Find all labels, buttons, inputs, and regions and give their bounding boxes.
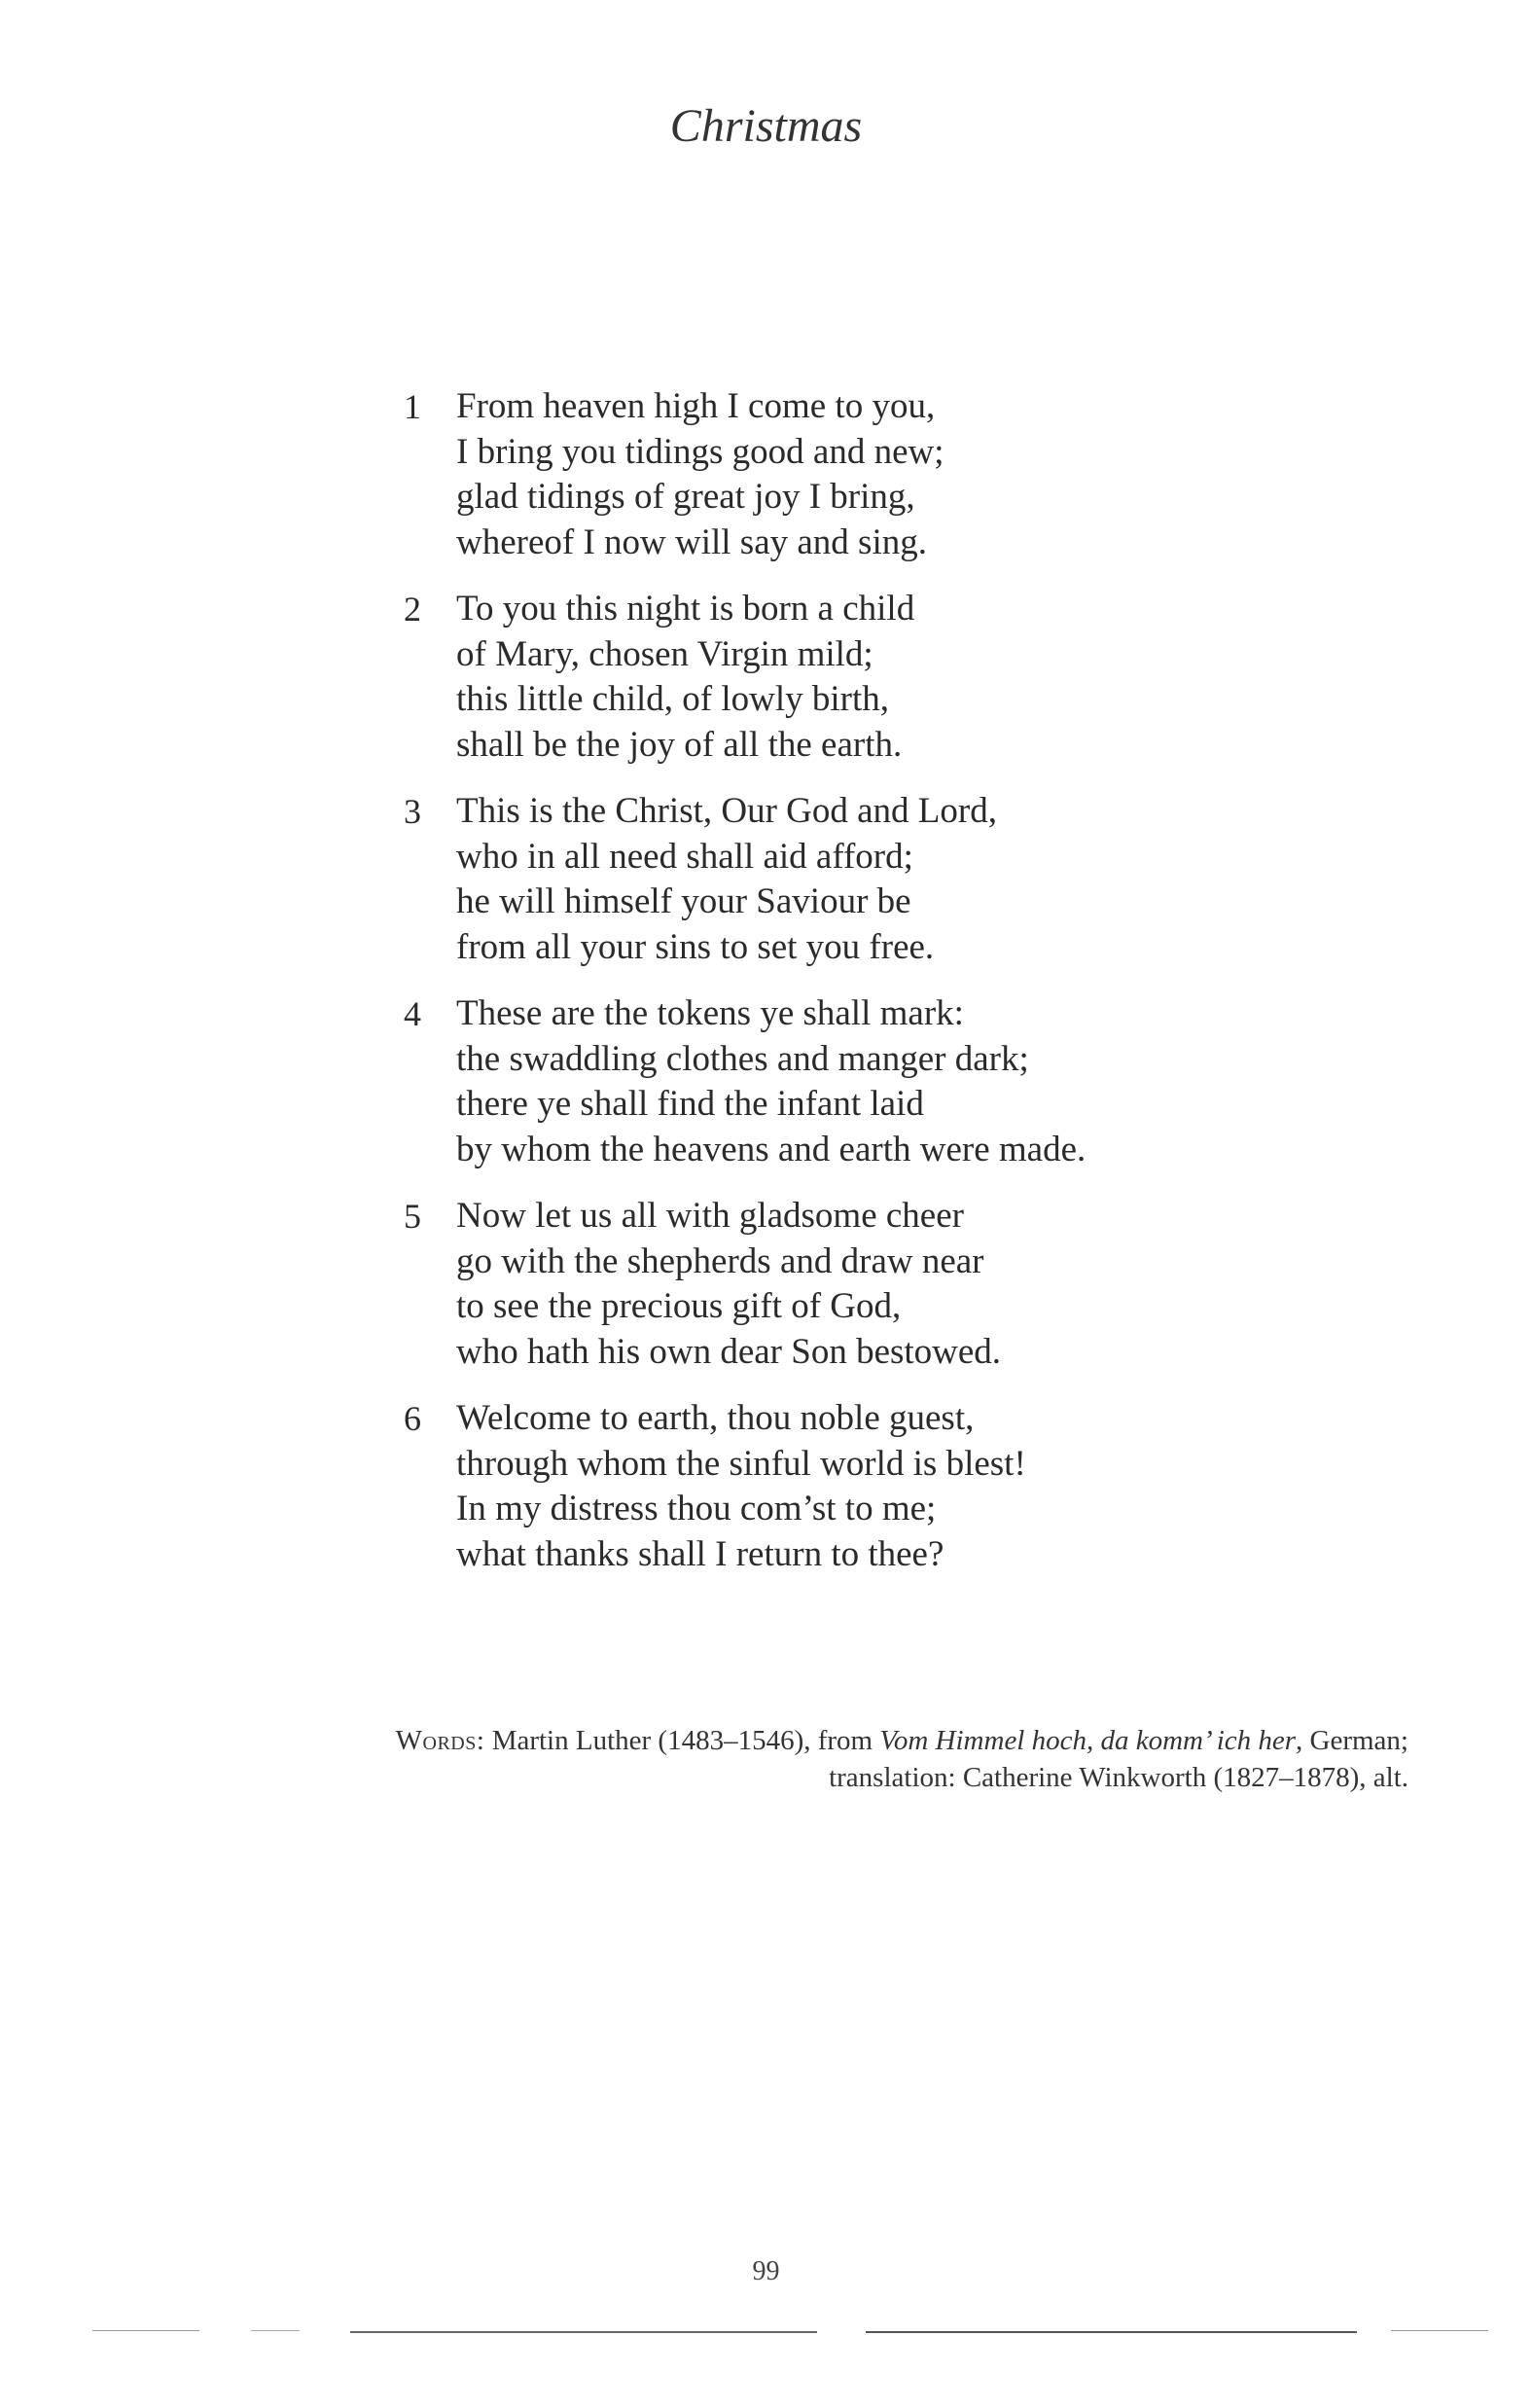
- verse-line: this little child, of lowly birth,: [456, 679, 889, 719]
- verse-line: by whom the heavens and earth were made.: [456, 1129, 1087, 1169]
- verse-line: there ye shall find the infant laid: [456, 1084, 924, 1124]
- verse-1: [404, 384, 1279, 565]
- verse-number: 4: [404, 994, 421, 1033]
- verse-line: he will himself your Saviour be: [456, 881, 911, 921]
- verse-line: whereof I now will say and sing.: [456, 521, 927, 562]
- verse-line: the swaddling clothes and manger dark;: [456, 1038, 1029, 1079]
- verse-line: through whom the sinful world is blest!: [456, 1443, 1026, 1484]
- credits-author: Martin Luther (1483–1546), from: [491, 1725, 873, 1756]
- verse-5: [404, 1194, 1279, 1375]
- verse-2: [404, 587, 1279, 768]
- verse-line: who hath his own dear Son bestowed.: [456, 1331, 1002, 1372]
- verse-line: of Mary, chosen Virgin mild;: [456, 633, 873, 674]
- verse-line: From heaven high I come to you,: [456, 386, 936, 426]
- verse-line: Now let us all with gladsome cheer: [456, 1196, 964, 1236]
- credits-translation: translation: Catherine Winkworth (1827–1878), alt.: [829, 1762, 1408, 1793]
- page-title: Christmas: [669, 100, 863, 152]
- footer-rule: [350, 2331, 817, 2333]
- verse-4: [404, 991, 1279, 1172]
- verse-line: Welcome to earth, thou noble guest,: [456, 1398, 975, 1438]
- verse-line: to see the precious gift of God,: [456, 1286, 902, 1326]
- verse-line: who in all need shall aid afford;: [456, 836, 913, 877]
- verse-line: These are the tokens ye shall mark:: [456, 993, 964, 1033]
- verse-line: from all your sins to set you free.: [456, 926, 935, 967]
- footer-rule: [1391, 2330, 1488, 2331]
- verse-line: shall be the joy of all the earth.: [456, 724, 903, 765]
- verse-number: 3: [404, 792, 421, 831]
- credits-words-line: [144, 1722, 1408, 1759]
- verse-6: [404, 1396, 1279, 1577]
- footer-rule: [251, 2330, 300, 2331]
- verse-line: This is the Christ, Our God and Lord,: [456, 791, 997, 831]
- verse-number: 1: [404, 387, 421, 426]
- footer-rule: [866, 2331, 1357, 2333]
- hymn-verses: [404, 384, 1279, 1599]
- page-number: 99: [752, 2256, 780, 2286]
- verse-line: what thanks shall I return to thee?: [456, 1533, 944, 1574]
- credits-language: , German;: [1296, 1725, 1408, 1756]
- verse-number: 5: [404, 1197, 421, 1236]
- verse-3: [404, 789, 1279, 970]
- credits-source-title: Vom Himmel hoch, da komm’ ich her: [879, 1725, 1297, 1756]
- words-label: Words:: [395, 1725, 485, 1756]
- verse-line: glad tidings of great joy I bring,: [456, 477, 915, 517]
- verse-line: In my distress thou com’st to me;: [456, 1489, 937, 1528]
- verse-number: 2: [404, 590, 421, 629]
- verse-line: go with the shepherds and draw near: [456, 1240, 984, 1281]
- hymn-credits: [144, 1722, 1408, 1796]
- verse-number: 6: [404, 1399, 421, 1438]
- footer-rule: [92, 2330, 199, 2331]
- verse-line: I bring you tidings good and new;: [456, 431, 944, 472]
- verse-line: To you this night is born a child: [456, 589, 915, 629]
